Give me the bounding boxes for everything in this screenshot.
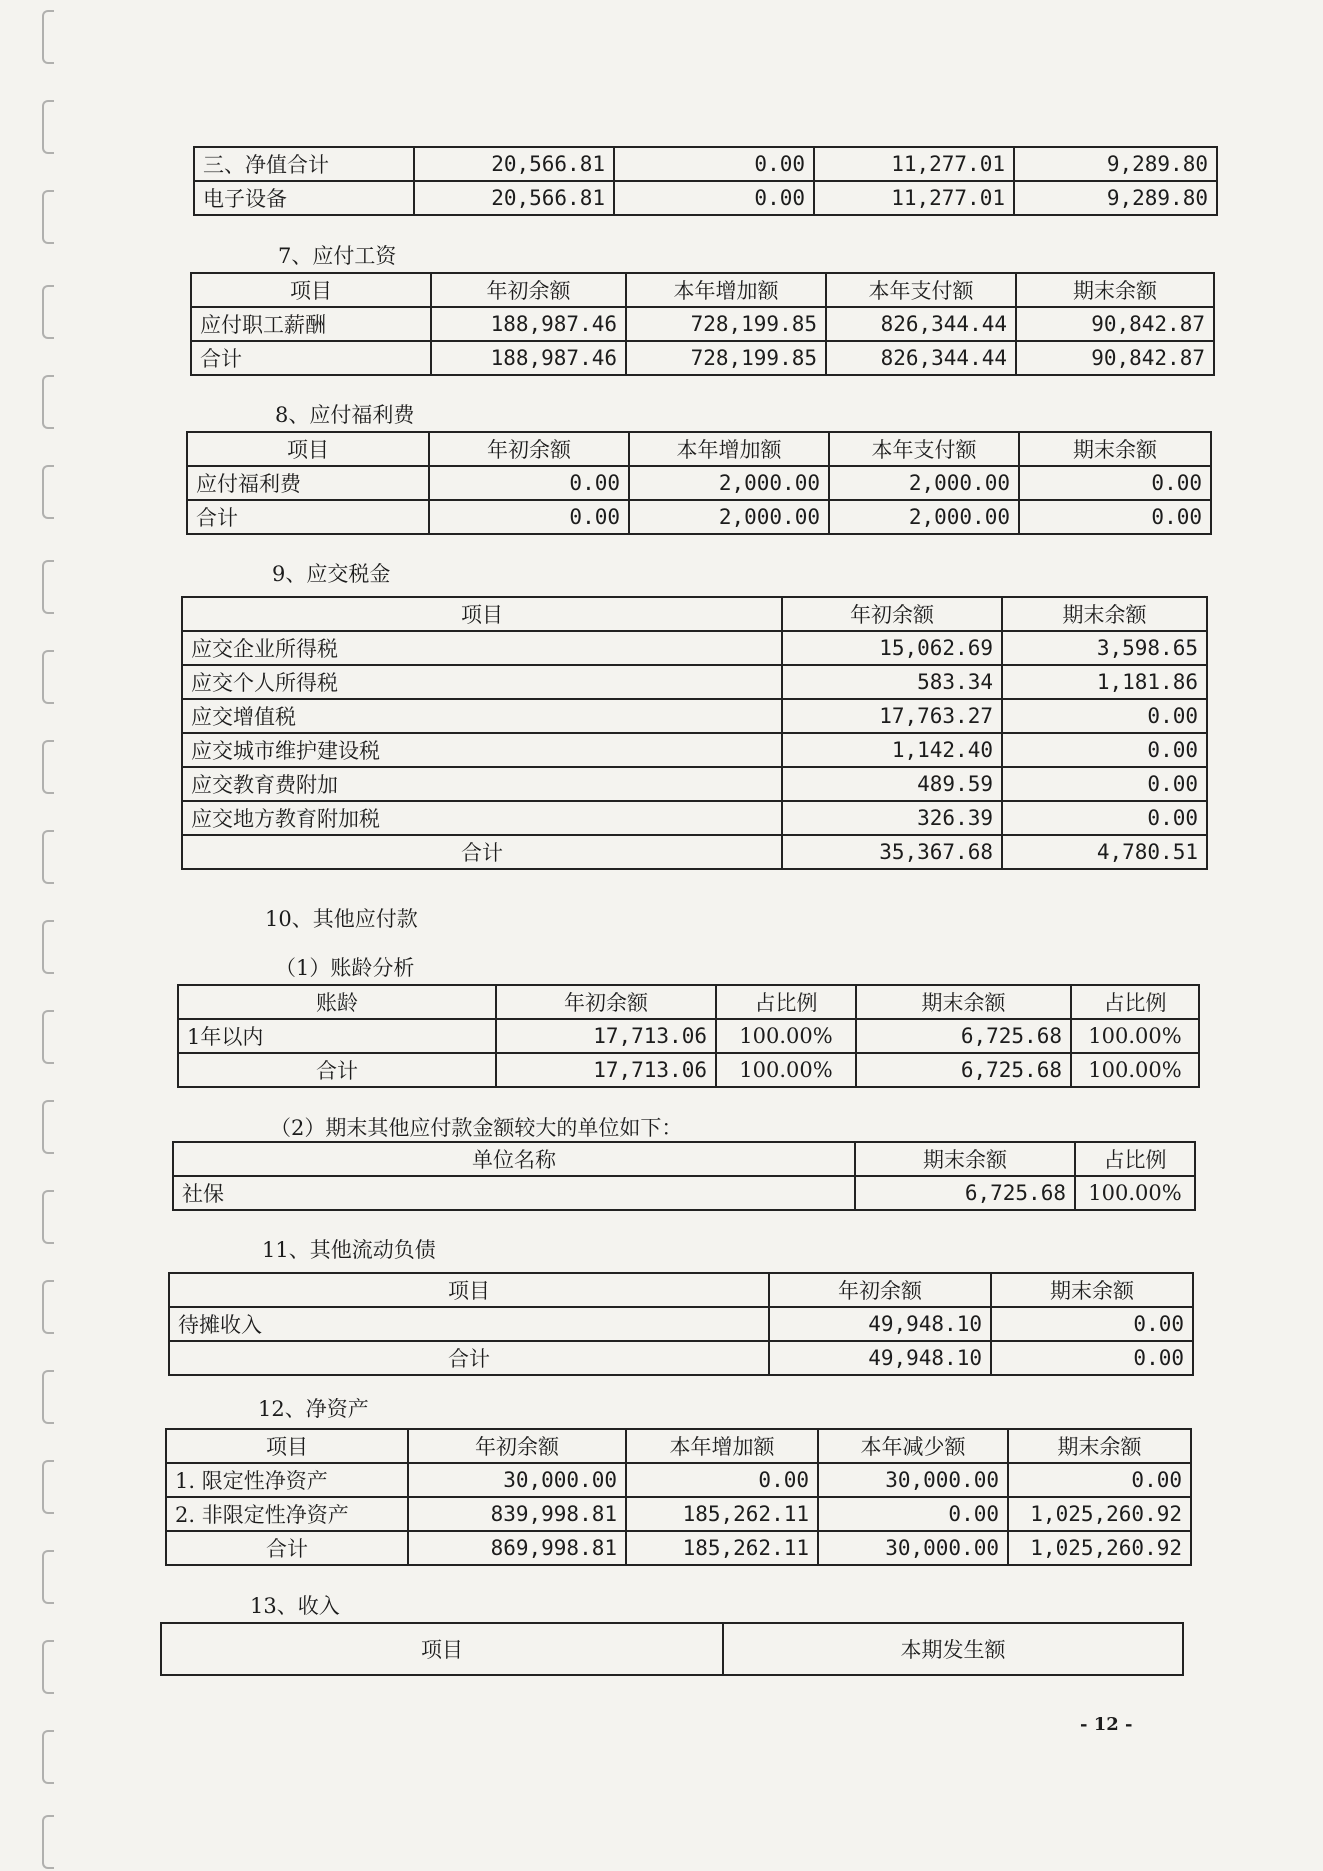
cell-value: 583.34 xyxy=(782,665,1002,699)
cell-value: 0.00 xyxy=(429,500,629,534)
row-label: 合计 xyxy=(187,500,429,534)
cell-value: 49,948.10 xyxy=(769,1307,991,1341)
cell-value: 30,000.00 xyxy=(818,1463,1008,1497)
cell-value: 30,000.00 xyxy=(818,1531,1008,1565)
cell-value: 20,566.81 xyxy=(414,147,614,181)
cell-value: 100.00% xyxy=(1075,1176,1195,1210)
column-header: 年初余额 xyxy=(431,273,626,307)
cell-value: 489.59 xyxy=(782,767,1002,801)
row-label: 应交增值税 xyxy=(182,699,782,733)
column-header: 期末余额 xyxy=(1016,273,1214,307)
column-header: 账龄 xyxy=(178,985,496,1019)
table-total-row xyxy=(169,1341,1193,1375)
column-header: 期末余额 xyxy=(855,1142,1075,1176)
table-row xyxy=(182,733,1207,767)
cell-value: 0.00 xyxy=(429,466,629,500)
cell-value: 326.39 xyxy=(782,801,1002,835)
column-header: 项目 xyxy=(182,597,782,631)
cell-value: 826,344.44 xyxy=(826,341,1016,375)
row-label: 电子设备 xyxy=(194,181,414,215)
row-label: 应交城市维护建设税 xyxy=(182,733,782,767)
cell-value: 839,998.81 xyxy=(408,1497,626,1531)
cell-value: 728,199.85 xyxy=(626,341,826,375)
cell-value: 0.00 xyxy=(1002,767,1207,801)
column-header: 本年增加额 xyxy=(626,273,826,307)
column-header: 年初余额 xyxy=(408,1429,626,1463)
column-header: 年初余额 xyxy=(429,432,629,466)
cell-value: 0.00 xyxy=(991,1341,1193,1375)
binder-ring xyxy=(42,1370,54,1424)
row-label: 合计 xyxy=(191,341,431,375)
cell-value: 188,987.46 xyxy=(431,307,626,341)
binder-ring xyxy=(42,650,54,704)
cell-value: 1,181.86 xyxy=(1002,665,1207,699)
table-row xyxy=(169,1307,1193,1341)
table-total-row xyxy=(182,835,1207,869)
cell-value: 0.00 xyxy=(626,1463,818,1497)
cell-value: 2,000.00 xyxy=(829,466,1019,500)
table-header-row xyxy=(178,985,1199,1019)
binder-ring xyxy=(42,10,54,64)
section-title-net-assets: 12、净资产 xyxy=(258,1397,369,1421)
row-label: 2. 非限定性净资产 xyxy=(166,1497,408,1531)
table-total-row xyxy=(166,1531,1191,1565)
binder-holes xyxy=(28,0,68,1871)
cell-value: 9,289.80 xyxy=(1014,181,1217,215)
table-total-row xyxy=(178,1053,1199,1087)
column-header: 本年减少额 xyxy=(818,1429,1008,1463)
cell-value: 20,566.81 xyxy=(414,181,614,215)
row-label: 1. 限定性净资产 xyxy=(166,1463,408,1497)
subsection-title-large-payables: （2）期末其他应付款金额较大的单位如下： xyxy=(270,1116,683,1140)
cell-value: 2,000.00 xyxy=(629,466,829,500)
column-header: 项目 xyxy=(161,1623,723,1675)
row-label: 合计 xyxy=(169,1341,769,1375)
section-title-payable-wages: 7、应付工资 xyxy=(278,244,397,268)
table-header-row xyxy=(191,273,1214,307)
binder-ring xyxy=(42,1280,54,1334)
binder-ring xyxy=(42,285,54,339)
table-row xyxy=(194,147,1217,181)
row-label: 应付职工薪酬 xyxy=(191,307,431,341)
cell-value: 188,987.46 xyxy=(431,341,626,375)
table-row xyxy=(182,801,1207,835)
table-row xyxy=(187,466,1211,500)
table-row xyxy=(166,1497,1191,1531)
cell-value: 185,262.11 xyxy=(626,1531,818,1565)
cell-value: 0.00 xyxy=(614,181,814,215)
column-header: 本年支付额 xyxy=(829,432,1019,466)
cell-value: 100.00% xyxy=(1071,1019,1199,1053)
cell-value: 100.00% xyxy=(716,1019,856,1053)
cell-value: 0.00 xyxy=(818,1497,1008,1531)
column-header: 占比例 xyxy=(716,985,856,1019)
cell-value: 6,725.68 xyxy=(856,1053,1071,1087)
binder-ring xyxy=(42,375,54,429)
net-value-table xyxy=(193,146,1216,216)
cell-value: 9,289.80 xyxy=(1014,147,1217,181)
table-row xyxy=(182,767,1207,801)
cell-value: 2,000.00 xyxy=(829,500,1019,534)
cell-value: 90,842.87 xyxy=(1016,307,1214,341)
cell-value: 0.00 xyxy=(991,1307,1193,1341)
table-header-row xyxy=(161,1623,1183,1675)
column-header: 期末余额 xyxy=(856,985,1071,1019)
column-header: 年初余额 xyxy=(769,1273,991,1307)
table-header-row xyxy=(182,597,1207,631)
column-header: 单位名称 xyxy=(173,1142,855,1176)
cell-value: 826,344.44 xyxy=(826,307,1016,341)
column-header: 项目 xyxy=(169,1273,769,1307)
binder-ring xyxy=(42,1010,54,1064)
binder-ring xyxy=(42,740,54,794)
binder-ring xyxy=(42,1190,54,1244)
binder-ring xyxy=(42,560,54,614)
subsection-title-aging: （1）账龄分析 xyxy=(275,956,415,980)
row-label: 应交个人所得税 xyxy=(182,665,782,699)
cell-value: 2,000.00 xyxy=(629,500,829,534)
payable-welfare-table xyxy=(186,431,1210,535)
cell-value: 100.00% xyxy=(1071,1053,1199,1087)
section-title-other-current: 11、其他流动负债 xyxy=(262,1238,436,1262)
binder-ring xyxy=(42,1730,54,1784)
column-header: 期末余额 xyxy=(1002,597,1207,631)
cell-value: 1,142.40 xyxy=(782,733,1002,767)
table-header-row xyxy=(169,1273,1193,1307)
table-row xyxy=(182,699,1207,733)
cell-value: 1,025,260.92 xyxy=(1008,1497,1191,1531)
cell-value: 100.00% xyxy=(716,1053,856,1087)
cell-value: 0.00 xyxy=(1008,1463,1191,1497)
binder-ring xyxy=(42,830,54,884)
cell-value: 17,713.06 xyxy=(496,1053,716,1087)
cell-value: 49,948.10 xyxy=(769,1341,991,1375)
binder-ring xyxy=(42,1460,54,1514)
column-header: 项目 xyxy=(191,273,431,307)
row-label: 应付福利费 xyxy=(187,466,429,500)
cell-value: 90,842.87 xyxy=(1016,341,1214,375)
binder-ring xyxy=(42,100,54,154)
row-label: 合计 xyxy=(178,1053,496,1087)
table-header-row xyxy=(166,1429,1191,1463)
cell-value: 17,713.06 xyxy=(496,1019,716,1053)
cell-value: 0.00 xyxy=(1002,801,1207,835)
binder-ring xyxy=(42,1640,54,1694)
table-row xyxy=(173,1176,1195,1210)
table-row xyxy=(166,1463,1191,1497)
binder-ring xyxy=(42,465,54,519)
cell-value: 0.00 xyxy=(1002,733,1207,767)
row-label: 应交企业所得税 xyxy=(182,631,782,665)
column-header: 年初余额 xyxy=(496,985,716,1019)
column-header: 年初余额 xyxy=(782,597,1002,631)
binder-ring xyxy=(42,1815,54,1869)
column-header: 占比例 xyxy=(1071,985,1199,1019)
cell-value: 0.00 xyxy=(1019,466,1211,500)
column-header: 项目 xyxy=(166,1429,408,1463)
binder-ring xyxy=(42,1550,54,1604)
cell-value: 3,598.65 xyxy=(1002,631,1207,665)
column-header: 本年增加额 xyxy=(626,1429,818,1463)
section-title-other-payables: 10、其他应付款 xyxy=(265,907,418,931)
row-label: 1年以内 xyxy=(178,1019,496,1053)
taxes-table xyxy=(181,596,1206,870)
cell-value: 869,998.81 xyxy=(408,1531,626,1565)
table-row xyxy=(194,181,1217,215)
cell-value: 4,780.51 xyxy=(1002,835,1207,869)
cell-value: 0.00 xyxy=(1002,699,1207,733)
net-assets-table xyxy=(165,1428,1190,1566)
table-row xyxy=(191,307,1214,341)
column-header: 期末余额 xyxy=(991,1273,1193,1307)
binder-ring xyxy=(42,920,54,974)
column-header: 期末余额 xyxy=(1008,1429,1191,1463)
column-header: 项目 xyxy=(187,432,429,466)
aging-table xyxy=(177,984,1198,1088)
table-total-row xyxy=(187,500,1211,534)
cell-value: 6,725.68 xyxy=(856,1019,1071,1053)
cell-value: 6,725.68 xyxy=(855,1176,1075,1210)
column-header: 期末余额 xyxy=(1019,432,1211,466)
large-payables-table xyxy=(172,1141,1194,1211)
cell-value: 1,025,260.92 xyxy=(1008,1531,1191,1565)
table-row xyxy=(182,665,1207,699)
cell-value: 185,262.11 xyxy=(626,1497,818,1531)
row-label: 应交地方教育附加税 xyxy=(182,801,782,835)
table-total-row xyxy=(191,341,1214,375)
cell-value: 728,199.85 xyxy=(626,307,826,341)
table-row xyxy=(182,631,1207,665)
row-label: 合计 xyxy=(166,1531,408,1565)
section-title-taxes: 9、应交税金 xyxy=(272,562,391,586)
section-title-revenue: 13、收入 xyxy=(250,1594,340,1618)
table-header-row xyxy=(173,1142,1195,1176)
cell-value: 0.00 xyxy=(614,147,814,181)
column-header: 本期发生额 xyxy=(723,1623,1183,1675)
cell-value: 11,277.01 xyxy=(814,147,1014,181)
table-row xyxy=(178,1019,1199,1053)
row-label: 社保 xyxy=(173,1176,855,1210)
cell-value: 15,062.69 xyxy=(782,631,1002,665)
section-title-payable-welfare: 8、应付福利费 xyxy=(275,403,415,427)
binder-ring xyxy=(42,190,54,244)
revenue-table xyxy=(160,1622,1182,1676)
cell-value: 0.00 xyxy=(1019,500,1211,534)
cell-value: 11,277.01 xyxy=(814,181,1014,215)
binder-ring xyxy=(42,1100,54,1154)
payable-wages-table xyxy=(190,272,1213,376)
row-label: 三、净值合计 xyxy=(194,147,414,181)
other-current-table xyxy=(168,1272,1192,1376)
row-label: 待摊收入 xyxy=(169,1307,769,1341)
column-header: 占比例 xyxy=(1075,1142,1195,1176)
column-header: 本年增加额 xyxy=(629,432,829,466)
table-header-row xyxy=(187,432,1211,466)
row-label: 应交教育费附加 xyxy=(182,767,782,801)
row-label: 合计 xyxy=(182,835,782,869)
cell-value: 30,000.00 xyxy=(408,1463,626,1497)
cell-value: 35,367.68 xyxy=(782,835,1002,869)
cell-value: 17,763.27 xyxy=(782,699,1002,733)
page-number: - 12 - xyxy=(1080,1714,1133,1735)
column-header: 本年支付额 xyxy=(826,273,1016,307)
